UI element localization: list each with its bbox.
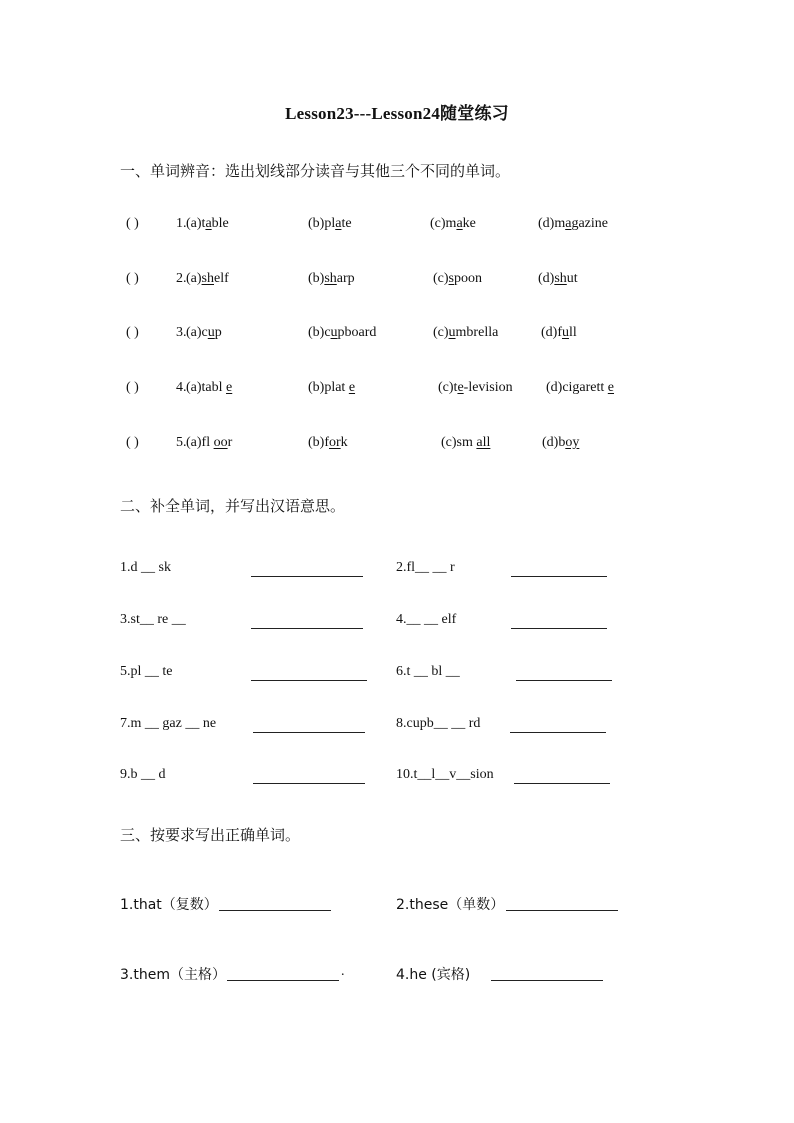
- option-text: gazine: [571, 216, 608, 231]
- underlined-letters: e: [607, 380, 615, 395]
- option-word: [430, 216, 476, 232]
- underlined-letters: a: [565, 216, 572, 231]
- underlined-letters: all: [476, 435, 491, 450]
- option-text: p: [214, 325, 222, 340]
- underlined-letters: a: [205, 216, 212, 231]
- answer-bracket[interactable]: ( ): [126, 325, 139, 340]
- option-word: [186, 435, 232, 451]
- fill-row: [0, 560, 794, 582]
- option-word: [186, 325, 222, 341]
- option-text: (a)fl: [186, 435, 214, 450]
- section1-heading: 一、单词辨音：选出划线部分读音与其他三个不同的单词。: [120, 162, 511, 180]
- option-text: (c): [433, 325, 449, 340]
- transform-prompt: 2.these（单数）: [396, 897, 505, 913]
- option-text: (a)t: [186, 216, 206, 231]
- word-prompt: 1.d __ sk: [120, 560, 171, 575]
- answer-bracket[interactable]: ( ): [126, 380, 139, 395]
- option-word: [186, 380, 232, 396]
- option-text: -levision: [463, 380, 513, 395]
- word-prompt: 3.st__ re __: [120, 612, 186, 627]
- transform-prompt: 1.that（复数）: [120, 897, 218, 913]
- word-prompt: 4.__ __ elf: [396, 612, 457, 627]
- underlined-letters: or: [329, 435, 341, 450]
- option-text: (c): [433, 271, 449, 286]
- underlined-letters: a: [456, 216, 463, 231]
- underlined-letters: u: [330, 325, 338, 340]
- underlined-letters: u: [207, 325, 215, 340]
- fill-row: [0, 767, 794, 789]
- option-text: ble: [211, 216, 229, 231]
- meaning-blank[interactable]: [516, 680, 612, 681]
- question-row: [0, 216, 794, 238]
- answer-bracket[interactable]: ( ): [126, 216, 139, 231]
- underlined-letters: sh: [201, 271, 214, 286]
- word-prompt: 6.t __ bl __: [396, 664, 460, 679]
- transform-row: [0, 894, 794, 916]
- option-text: (b)pl: [308, 216, 336, 231]
- word-prompt: 5.pl __ te: [120, 664, 173, 679]
- option-text: (b)plat: [308, 380, 349, 395]
- option-text: (d)m: [538, 216, 566, 231]
- option-text: (c)sm: [441, 435, 477, 450]
- option-word: [186, 271, 229, 287]
- option-text: pboard: [337, 325, 377, 340]
- section3-heading: 三、按要求写出正确单词。: [120, 826, 301, 844]
- answer-blank[interactable]: [227, 980, 339, 981]
- option-text: poon: [454, 271, 482, 286]
- option-word: [542, 435, 579, 451]
- meaning-blank[interactable]: [251, 680, 367, 681]
- punctuation: .: [341, 964, 345, 979]
- option-word: [308, 325, 376, 341]
- underlined-letters: e: [348, 380, 356, 395]
- option-text: ll: [569, 325, 577, 340]
- transform-prompt: 3.them（主格）: [120, 967, 226, 983]
- worksheet-title: Lesson23---Lesson24随堂练习: [285, 104, 509, 123]
- underlined-letters: s: [448, 271, 454, 286]
- option-text: (b)f: [308, 435, 329, 450]
- question-row: [0, 435, 794, 457]
- question-number: 3.: [176, 325, 187, 340]
- transform-prompt: 4.he (宾格): [396, 967, 471, 983]
- question-number: 5.: [176, 435, 187, 450]
- option-word: [308, 271, 355, 287]
- word-prompt: 7.m __ gaz __ ne: [120, 716, 217, 731]
- meaning-blank[interactable]: [253, 783, 365, 784]
- option-word: [441, 435, 490, 451]
- option-word: [433, 325, 498, 341]
- answer-bracket[interactable]: ( ): [126, 435, 139, 450]
- option-word: [541, 325, 577, 341]
- option-text: (b)c: [308, 325, 331, 340]
- question-row: [0, 271, 794, 293]
- meaning-blank[interactable]: [251, 576, 363, 577]
- underlined-letters: e: [226, 380, 233, 395]
- option-word: [538, 271, 578, 287]
- option-text: (c)m: [430, 216, 457, 231]
- meaning-blank[interactable]: [511, 628, 607, 629]
- word-prompt: 2.fl__ __ r: [396, 560, 455, 575]
- question-number: 4.: [176, 380, 187, 395]
- underlined-letters: sh: [324, 271, 337, 286]
- meaning-blank[interactable]: [510, 732, 606, 733]
- option-text: (b): [308, 271, 325, 286]
- underlined-letters: u: [448, 325, 456, 340]
- underlined-letters: oo: [213, 435, 228, 450]
- option-text: k: [340, 435, 348, 450]
- meaning-blank[interactable]: [514, 783, 610, 784]
- word-prompt: 8.cupb__ __ rd: [396, 716, 481, 731]
- option-text: (d)f: [541, 325, 562, 340]
- answer-bracket[interactable]: ( ): [126, 271, 139, 286]
- question-row: [0, 325, 794, 347]
- fill-row: [0, 664, 794, 686]
- fill-row: [0, 612, 794, 634]
- underlined-letters: e: [457, 380, 464, 395]
- question-number: 2.: [176, 271, 187, 286]
- answer-blank[interactable]: [506, 910, 618, 911]
- option-word: [308, 435, 348, 451]
- underlined-letters: sh: [554, 271, 567, 286]
- option-text: (a)tabl: [186, 380, 227, 395]
- question-row: [0, 380, 794, 402]
- word-prompt: 10.t__l__v__sion: [396, 767, 494, 782]
- option-word: [433, 271, 482, 287]
- option-text: (d): [538, 271, 555, 286]
- fill-row: [0, 716, 794, 738]
- option-text: arp: [336, 271, 355, 286]
- option-text: (d)b: [542, 435, 566, 450]
- option-text: elf: [214, 271, 229, 286]
- meaning-blank[interactable]: [511, 576, 607, 577]
- option-word: [308, 380, 355, 396]
- meaning-blank[interactable]: [253, 732, 365, 733]
- option-word: [186, 216, 229, 232]
- meaning-blank[interactable]: [251, 628, 363, 629]
- option-text: r: [227, 435, 233, 450]
- option-text: te: [341, 216, 352, 231]
- option-text: (a)c: [186, 325, 208, 340]
- option-word: [308, 216, 352, 232]
- option-text: mbrella: [455, 325, 499, 340]
- option-word: [546, 380, 614, 396]
- option-text: ut: [566, 271, 578, 286]
- section2-heading: 二、补全单词，并写出汉语意思。: [120, 497, 346, 515]
- word-prompt: 9.b __ d: [120, 767, 166, 782]
- option-text: (c)t: [438, 380, 458, 395]
- option-word: [538, 216, 608, 232]
- answer-blank[interactable]: [219, 910, 331, 911]
- option-text: (a): [186, 271, 202, 286]
- underlined-letters: a: [335, 216, 342, 231]
- answer-blank[interactable]: [491, 980, 603, 981]
- underlined-letters: oy: [565, 435, 580, 450]
- transform-row: [0, 964, 794, 986]
- option-text: (d)cigarett: [546, 380, 608, 395]
- option-word: [438, 380, 513, 396]
- underlined-letters: u: [562, 325, 569, 340]
- option-text: ke: [462, 216, 476, 231]
- question-number: 1.: [176, 216, 187, 231]
